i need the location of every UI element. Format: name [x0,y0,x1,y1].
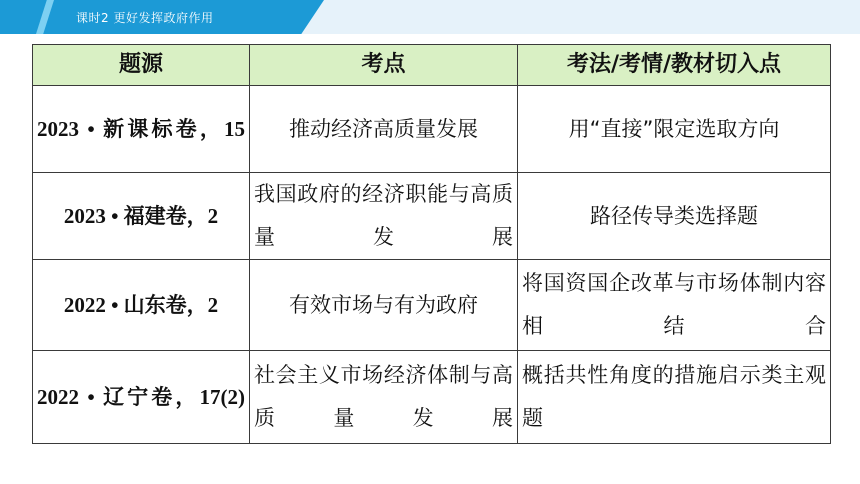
approach-cell: 将国资国企改革与市场体制内容相结合 [518,260,831,351]
topic-cell: 有效市场与有为政府 [250,260,518,351]
header-approach: 考法/考情/教材切入点 [518,45,831,86]
header-topic: 考点 [250,45,518,86]
table-header-row [33,45,831,86]
header-source: 题源 [33,45,250,86]
table-row [33,86,831,173]
table-row [33,351,831,444]
lesson-title: 课时2 更好发挥政府作用 [76,11,214,25]
table-row [33,260,831,351]
source-cell: 2022 • 辽宁卷，17(2) [33,351,250,444]
topic-cell: 推动经济高质量发展 [250,86,518,173]
topic-cell: 我国政府的经济职能与高质量发展 [250,173,518,260]
exam-source-table [32,44,831,444]
approach-cell: 路径传导类选择题 [518,173,831,260]
table-row [33,173,831,260]
topic-cell: 社会主义市场经济体制与高质量发展 [250,351,518,444]
top-banner [0,0,860,34]
approach-cell: 用“直接”限定选取方向 [518,86,831,173]
source-cell: 2023 • 新课标卷，15 [33,86,250,173]
source-cell: 2023 • 福建卷，2 [33,173,250,260]
approach-cell: 概括共性角度的措施启示类主观题 [518,351,831,444]
source-cell: 2022 • 山东卷，2 [33,260,250,351]
